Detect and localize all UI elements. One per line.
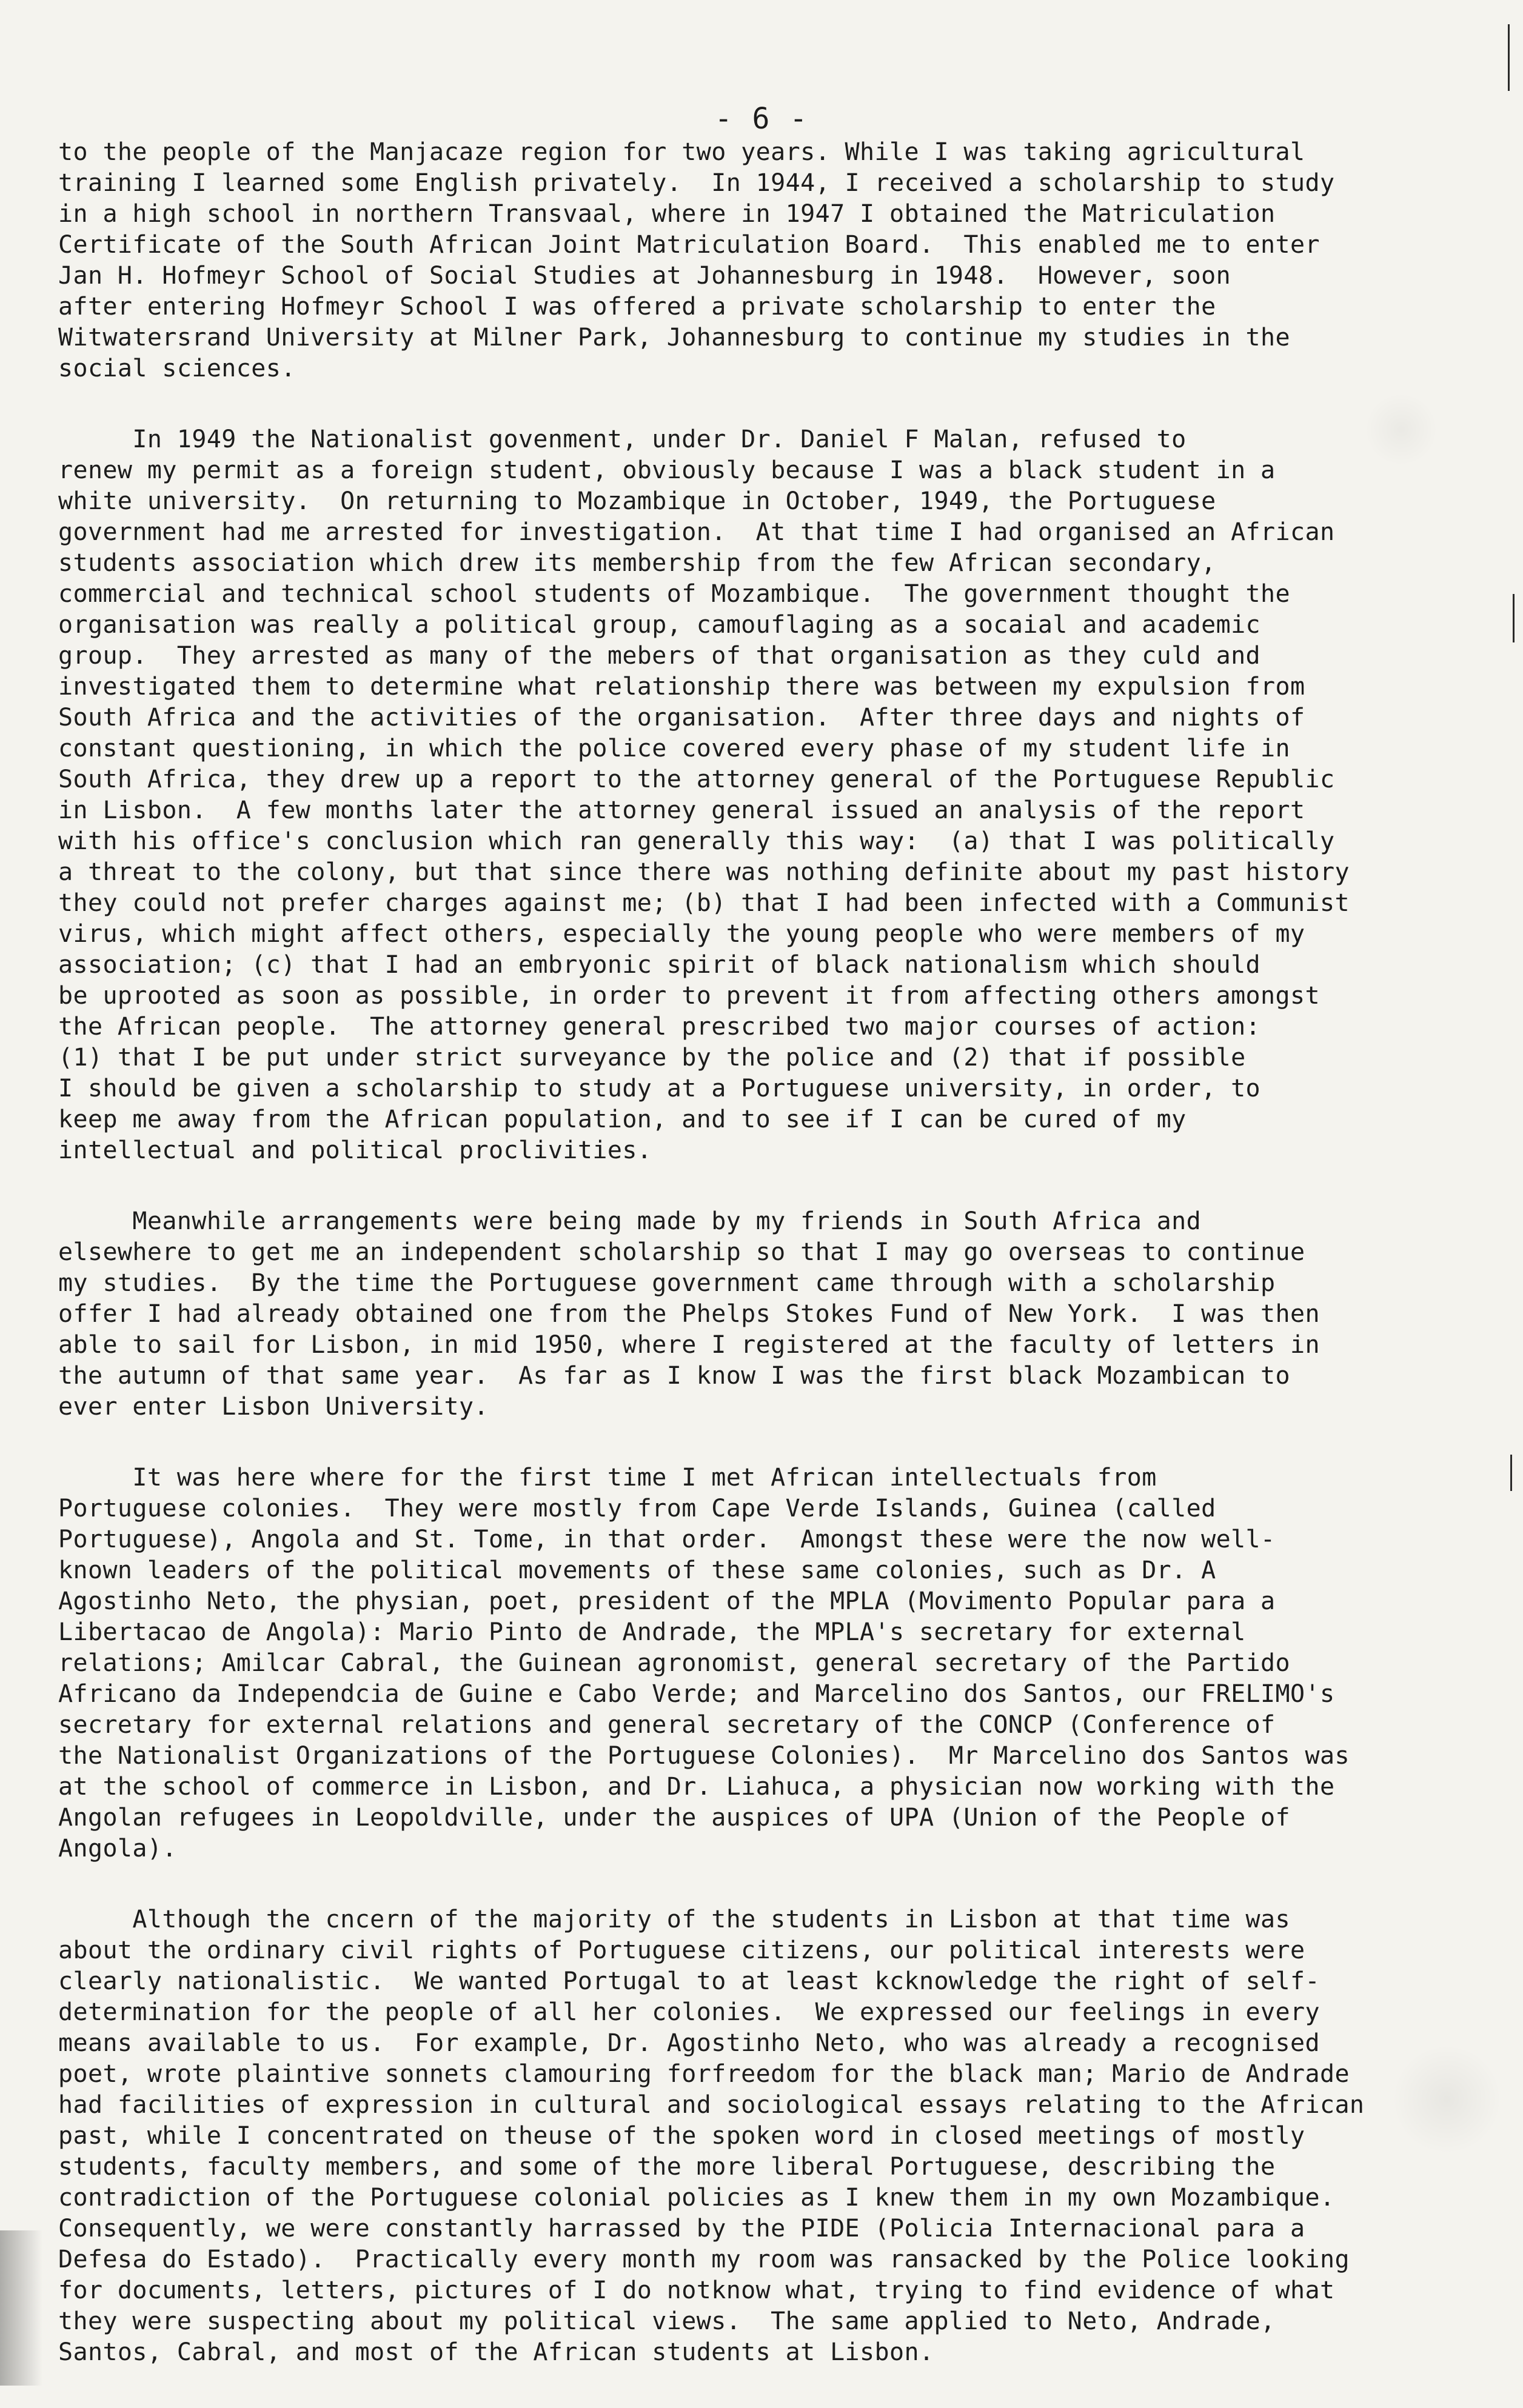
text-line: constant questioning, in which the police covered every phase of my student life in (58, 735, 1291, 762)
text-line: the autumn of that same year. As far as I know I was the first black Mozambican to (58, 1362, 1291, 1390)
text-line: Certificate of the South African Joint Matriculation Board. This enabled me to enter (58, 231, 1320, 259)
text-line: be uprooted as soon as possible, in order to prevent it from affecting others amongst (58, 982, 1320, 1010)
text-line: white university. On returning to Mozambique in October, 1949, the Portuguese (58, 487, 1216, 515)
text-line: government had me arrested for investigation. At that time I had organised an African (58, 518, 1335, 546)
text-line: group. They arrested as many of the mebers of that organisation as they culd and (58, 642, 1261, 670)
text-line: South Africa and the activities of the organisation. After three days and nights of (58, 704, 1305, 732)
body-text (58, 137, 1398, 2408)
paragraph-lisbon-intellectuals (58, 1462, 1398, 1864)
text-line: I should be given a scholarship to study at a Portuguese university, in order, to (58, 1075, 1261, 1102)
paragraph-political-interests (58, 1904, 1398, 2368)
text-line: Libertacao de Angola): Mario Pinto de Andrade, the MPLA's secretary for external (58, 1618, 1246, 1646)
scan-smudge (0, 2230, 42, 2386)
text-line: Although the cncern of the majority of the students in Lisbon at that time was (58, 1906, 1291, 1933)
text-line: Witwatersrand University at Milner Park, Johannesburg to continue my studies in the (58, 324, 1291, 352)
text-line: determination for the people of all her colonies. We expressed our feelings in every (58, 1998, 1320, 2026)
text-line: they were suspecting about my political views. The same applied to Neto, Andrade, (58, 2307, 1276, 2335)
page-number: - 6 - (714, 102, 809, 136)
text-line: Portuguese colonies. They were mostly from Cape Verde Islands, Guinea (called (58, 1495, 1216, 1523)
right-edge-mark (1510, 1455, 1512, 1491)
text-line: In 1949 the Nationalist govenment, under Dr. Daniel F Malan, refused to (58, 425, 1187, 453)
text-line: with his office's conclusion which ran generally this way: (a) that I was politically (58, 827, 1335, 855)
text-line: elsewhere to get me an independent scholarship so that I may go overseas to continue (58, 1238, 1305, 1266)
right-edge-mark (1513, 594, 1515, 642)
text-line: a threat to the colony, but that since there was nothing definite about my past history (58, 858, 1350, 886)
text-line: had facilities of expression in cultural and sociological essays relating to the African (58, 2091, 1365, 2119)
text-line: Angola). (58, 1835, 177, 1863)
right-edge-mark (1508, 24, 1510, 91)
text-line: (1) that I be put under strict surveyance by the police and (2) that if possible (58, 1044, 1246, 1072)
text-line: secretary for external relations and general secretary of the CONCP (Conference of (58, 1711, 1276, 1739)
text-line: about the ordinary civil rights of Portuguese citizens, our political interests were (58, 1936, 1305, 1964)
text-line: in Lisbon. A few months later the attorney general issued an analysis of the report (58, 796, 1305, 824)
text-line: training I learned some English privately. In 1944, I received a scholarship to study (58, 169, 1335, 197)
text-line: keep me away from the African population, and to see if I can be cured of my (58, 1106, 1187, 1133)
text-line: students, faculty members, and some of the more liberal Portuguese, describing the (58, 2153, 1276, 2181)
text-line: past, while I concentrated on theuse of the spoken word in closed meetings of mostly (58, 2122, 1305, 2150)
text-line: commercial and technical school students of Mozambique. The government thought the (58, 580, 1291, 608)
text-line: investigated them to determine what relationship there was between my expulsion from (58, 673, 1305, 701)
text-line: Jan H. Hofmeyr School of Social Studies at Johannesburg in 1948. However, soon (58, 262, 1231, 290)
text-line: in a high school in northern Transvaal, where in 1947 I obtained the Matriculation (58, 200, 1276, 228)
text-line: offer I had already obtained one from the Phelps Stokes Fund of New York. I was then (58, 1300, 1320, 1328)
paragraph-arrest (58, 424, 1398, 1166)
text-line: ever enter Lisbon University. (58, 1393, 489, 1421)
text-line: contradiction of the Portuguese colonial policies as I knew them in my own Mozambique. (58, 2184, 1335, 2212)
text-line: South Africa, they drew up a report to the attorney general of the Portuguese Republic (58, 765, 1335, 793)
text-line: Africano da Independcia de Guine e Cabo Verde; and Marcelino dos Santos, our FRELIMO's (58, 1680, 1335, 1708)
text-line: able to sail for Lisbon, in mid 1950, where I registered at the faculty of letters in (58, 1331, 1320, 1359)
text-line: organisation was really a political group, camouflaging as a socaial and academic (58, 611, 1261, 639)
text-line: the Nationalist Organizations of the Portuguese Colonies). Mr Marcelino dos Santos was (58, 1742, 1350, 1770)
text-line: clearly nationalistic. We wanted Portugal to at least kcknowledge the right of self- (58, 1967, 1320, 1995)
text-line: for documents, letters, pictures of I do notknow what, trying to find evidence of what (58, 2276, 1335, 2304)
text-line: poet, wrote plaintive sonnets clamouring forfreedom for the black man; Mario de Andrade (58, 2060, 1350, 2088)
text-line: Meanwhile arrangements were being made by my friends in South Africa and (58, 1207, 1202, 1235)
text-line: Consequently, we were constantly harrassed by the PIDE (Policia Internacional para a (58, 2215, 1305, 2243)
text-line: to the people of the Manjacaze region for two years. While I was taking agricultural (58, 138, 1305, 166)
text-line: Portuguese), Angola and St. Tome, in that order. Amongst these were the now well- (58, 1526, 1276, 1553)
text-line: Defesa do Estado). Practically every month my room was ransacked by the Police looking (58, 2246, 1350, 2273)
text-line: they could not prefer charges against me; (b) that I had been infected with a Communist (58, 889, 1350, 917)
text-line: my studies. By the time the Portuguese government came through with a scholarship (58, 1269, 1276, 1297)
text-line: relations; Amilcar Cabral, the Guinean agronomist, general secretary of the Partido (58, 1649, 1291, 1677)
paragraph-education (58, 137, 1398, 384)
text-line: known leaders of the political movements of these same colonies, such as Dr. A (58, 1556, 1216, 1584)
text-line: renew my permit as a foreign student, obviously because I was a black student in a (58, 456, 1276, 484)
text-line: the African people. The attorney general prescribed two major courses of action: (58, 1013, 1261, 1041)
text-line: students association which drew its membership from the few African secondary, (58, 549, 1216, 577)
text-line: virus, which might affect others, especially the young people who were members of my (58, 920, 1305, 948)
paragraph-scholarship (58, 1206, 1398, 1422)
text-line: intellectual and political proclivities. (58, 1136, 652, 1164)
text-line: Angolan refugees in Leopoldville, under the auspices of UPA (Union of the People of (58, 1804, 1291, 1832)
text-line: at the school of commerce in Lisbon, and Dr. Liahuca, a physician now working with the (58, 1773, 1335, 1801)
text-line: Agostinho Neto, the physian, poet, president of the MPLA (Movimento Popular para a (58, 1587, 1276, 1615)
text-line: after entering Hofmeyr School I was offered a private scholarship to enter the (58, 293, 1216, 321)
text-line: means available to us. For example, Dr. Agostinho Neto, who was already a recognised (58, 2029, 1320, 2057)
text-line: It was here where for the first time I met African intellectuals from (58, 1464, 1157, 1492)
text-line: social sciences. (58, 355, 296, 382)
text-line: association; (c) that I had an embryonic spirit of black nationalism which should (58, 951, 1261, 979)
text-line: Santos, Cabral, and most of the African students at Lisbon. (58, 2338, 934, 2366)
